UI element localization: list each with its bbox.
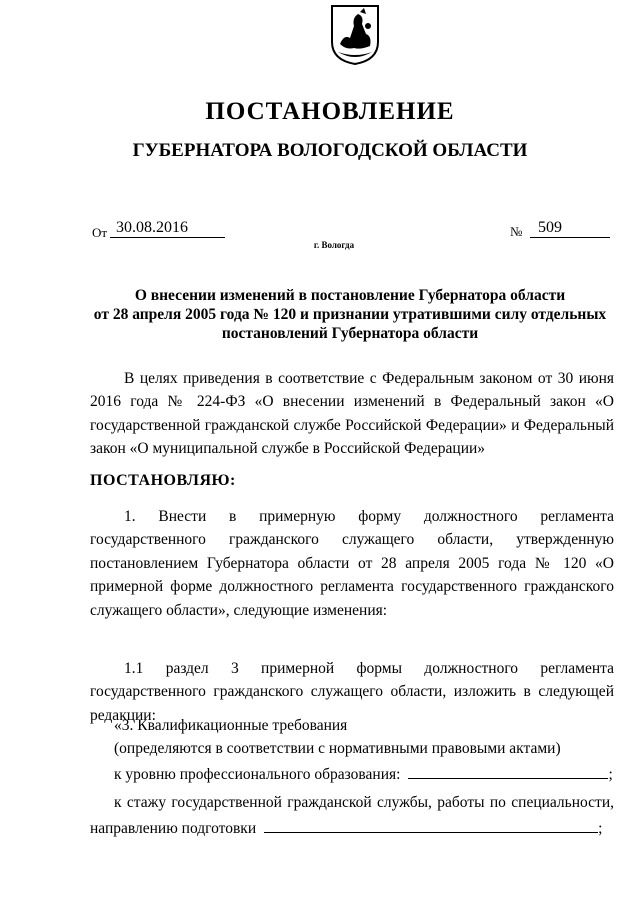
experience-line-1: [90, 791, 614, 814]
education-end: ;: [608, 766, 613, 783]
section-heading-line: [90, 714, 614, 737]
preamble-text: В целях приведения в соответствие с Федеральным законом от 30 июня 2016 года № 224-ФЗ «О внесении изменений в Федеральный закон «О государственной гражданской службе Российской Федерации» и Федеральный закон «О муниципальной службе в Российской Федерации»: [90, 370, 614, 458]
number-label: №: [510, 224, 523, 239]
item-1-paragraph: [90, 505, 614, 622]
education-label: к уровню профессионального образования:: [114, 766, 401, 783]
education-blank: [408, 764, 608, 779]
item-1-text: 1. Внести в примерную форму должностного регламента государственного гражданского служащего области, утвержденную постановлением Губернатора области от 28 апреля 2005 года № 120 «О примерной форме должностного регламента государственного гражданского служащего области», следующие изменения:: [90, 508, 614, 619]
experience-text-1: к стажу государственной гражданской службы, работы по специальности,: [114, 794, 614, 811]
document-city: г. Вологда: [313, 240, 355, 250]
experience-blank: [264, 818, 598, 833]
experience-line-2: [90, 817, 614, 840]
experience-end: ;: [598, 820, 603, 837]
document-number: 509: [530, 219, 610, 238]
section-heading: «3. Квалификационные требования: [114, 717, 348, 734]
section-note-line: [90, 737, 614, 760]
document-subject: [90, 286, 610, 343]
item-1-1-text: 1.1 раздел 3 примерной формы должностного регламента государственного гражданского служащего области, изложить в следующей редакции:: [90, 660, 614, 724]
document-subtitle: ГУБЕРНАТОРА ВОЛОГОДСКОЙ ОБЛАСТИ: [132, 140, 528, 161]
subject-line-1: О внесении изменений в постановление Губернатора области: [134, 287, 566, 304]
subject-line-2: от 28 апреля 2005 года № 120 и признании утратившими силу отдельных: [93, 306, 607, 323]
preamble-paragraph: [90, 367, 614, 461]
date-label: От: [92, 225, 108, 240]
section-note: (определяются в соответствии с нормативными правовыми актами): [114, 740, 561, 757]
education-line: [90, 763, 614, 786]
document-title: ПОСТАНОВЛЕНИЕ: [205, 98, 455, 125]
experience-text-2: направлению подготовки: [90, 820, 257, 837]
subject-line-3: постановлений Губернатора области: [221, 325, 479, 342]
decree-heading: ПОСТАНОВЛЯЮ:: [90, 472, 236, 489]
coat-of-arms-emblem: [330, 4, 380, 66]
document-date: 30.08.2016: [110, 219, 225, 238]
